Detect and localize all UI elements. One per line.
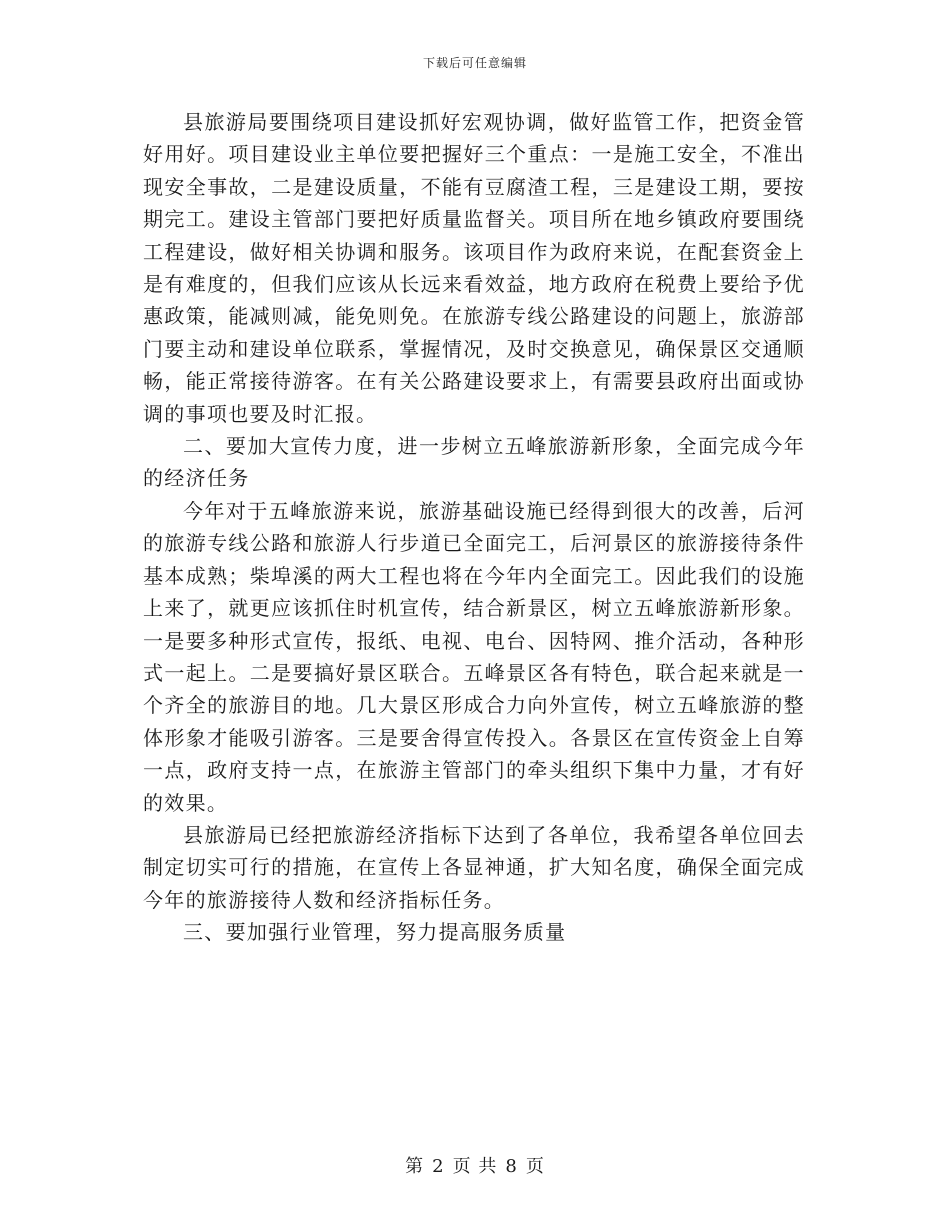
paragraph-economic-targets: 县旅游局已经把旅游经济指标下达到了各单位，我希望各单位回去制定切实可行的措施，在宣传上各显神通，扩大知名度，确保全面完成今年的旅游接待人数和经济指标任务。 (143, 822, 805, 912)
paragraph-project-supervision: 县旅游局要围绕项目建设抓好宏观协调，做好监管工作，把资金管好用好。项目建设业主单位要把握好三个重点：一是施工安全，不准出现安全事故，二是建设质量，不能有豆腐渣工程，三是建设工期，要按期完工。建设主管部门要把好质量监督关。项目所在地乡镇政府要围绕工程建设，做好相关协调和服务。该项目作为政府来说，在配套资金上是有难度的，但我们应该从长远来看效益，地方政府在税费上要给予优惠政策，能减则减，能免则免。在旅游专线公路建设的问题上，旅游部门要主动和建设单位联系，掌握情况，及时交换意见，确保景区交通顺畅，能正常接待游客。在有关公路建设要求上，有需要县政府出面或协调的事项也要及时汇报。 (143, 110, 805, 426)
header-note: 下载后可任意编辑 (422, 56, 527, 70)
footer-page-number: 2 (432, 1156, 445, 1177)
section-heading-management: 三、要加强行业管理，努力提高服务质量 (183, 920, 567, 945)
page-number-footer (0, 1152, 950, 1178)
section-heading-promotion: 二、要加大宣传力度，进一步树立五峰旅游新形象，全面完成今年的经济任务 (143, 434, 805, 491)
document-body (143, 106, 805, 949)
paragraph-promotion-details: 今年对于五峰旅游来说，旅游基础设施已经得到很大的改善，后河的旅游专线公路和旅游人行步道已全面完工，后河景区的旅游接待条件基本成熟；柴埠溪的两大工程也将在今年内全面完工。因此我们的设施上来了，就更应该抓住时机宣传，结合新景区，树立五峰旅游新形象。一是要多种形式宣传，报纸、电视、电台、因特网、推介活动，各种形式一起上。二是要搞好景区联合。五峰景区各有特色，联合起来就是一个齐全的旅游目的地。几大景区形成合力向外宣传，树立五峰旅游的整体形象才能吸引游客。三是要舍得宣传投入。各景区在宣传资金上自筹一点，政府支持一点，在旅游主管部门的牵头组织下集中力量，才有好的效果。 (143, 498, 805, 815)
footer-total-pages: 8 (505, 1156, 518, 1177)
footer-suffix: 页 (525, 1156, 545, 1177)
footer-prefix: 第 (405, 1156, 425, 1177)
footer-middle: 页 共 (452, 1156, 498, 1177)
